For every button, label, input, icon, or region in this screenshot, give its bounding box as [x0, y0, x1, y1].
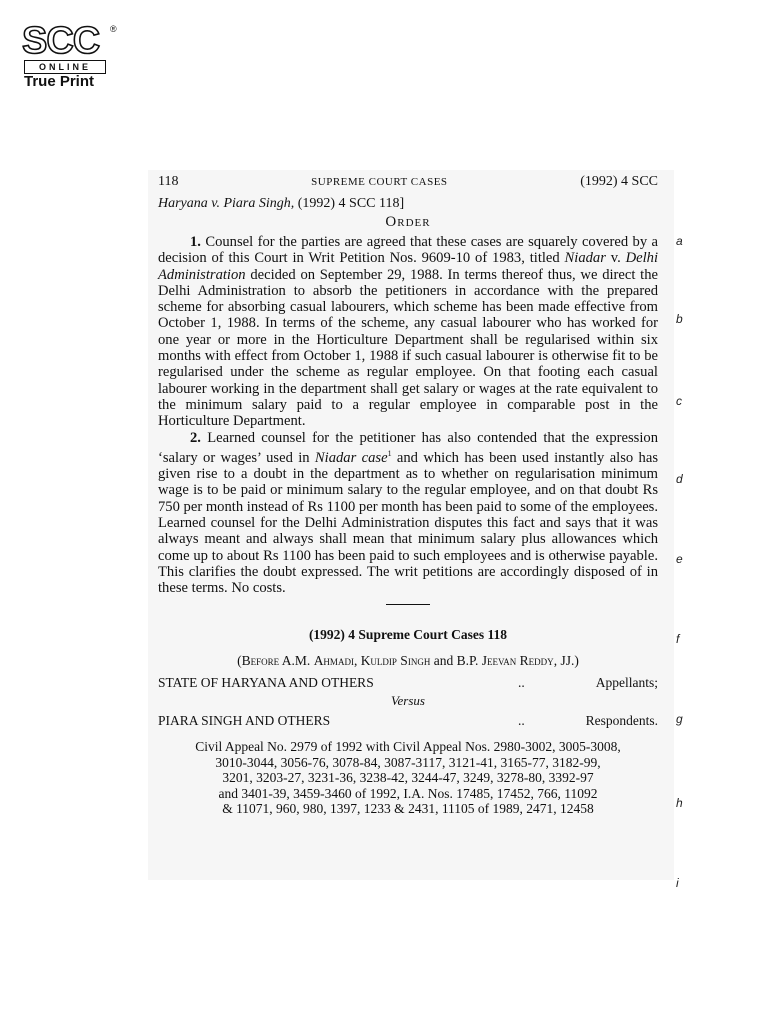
margin-letter-i: i — [676, 876, 679, 890]
paragraph-1 — [158, 234, 658, 430]
page-number: 118 — [158, 174, 179, 189]
versus-label: Versus — [391, 693, 425, 709]
paragraph-1-text: decided on September 29, 1988. In terms thereof thus, we direct the Delhi Administration to absorb the petitioners in accordance with the prepared scheme for absorbing casual labourers, which scheme has been made effective from October 1, 1988. In terms of the scheme, any casual labourer who has worked for one year or more in the Horticulture Department shall be regularised within six months with effect from October 1, 1988 if such casual labourer is otherwise fit to be regularised under the scheme as regular employee. On that footing each casual labourer working in the department shall get salary or wages at the rate equivalent to the minimum salary paid to a regular employee in comparable post in the Horticulture Department. — [158, 266, 658, 430]
bench-separator: , — [353, 653, 361, 669]
civil-appeal-line: 3010-3044, 3056-76, 3078-84, 3087-3117, 3121-41, 3165-77, 3182-99, — [215, 754, 601, 770]
second-case-heading: (1992) 4 Supreme Court Cases 118 — [308, 627, 508, 643]
paragraph-1-text: Counsel for the parties are agreed that these cases are squarely covered by a decision of this Court in Writ Petition Nos. 9609-10 of 1983, titled — [158, 234, 658, 267]
journal-citation: (1992) 4 SCC — [580, 174, 658, 189]
civil-appeal-line: & 11071, 960, 980, 1397, 1233 & 2431, 11105 of 1989, 2471, 12458 — [222, 801, 594, 817]
civil-appeal-numbers — [158, 739, 658, 817]
margin-letter-d: d — [676, 472, 683, 486]
logo-online-text: ONLINE — [24, 60, 106, 74]
running-header — [158, 174, 658, 196]
logo-registered-mark: ® — [110, 24, 117, 34]
civil-appeal-line: and 3401-39, 3459-3460 of 1992, I.A. Nos. 17485, 17452, 766, 11092 — [218, 785, 598, 801]
margin-letter-c: c — [676, 394, 682, 408]
paragraph-2-text: and which has been used instantly also has given rise to a doubt in the department as to whether on regularisation minimum wage is to be paid or minimum salary to the regular employee, and on that doubt Rs 750 per month instead of Rs 1100 per month has been paid to some of the employees. Learned counsel for the Delhi Administration disputes this fact and says that it was always meant and always shall mean that minimum salary plus allowances which come up to about Rs 1100 has been paid to such employees and is otherwise payable. This clarifies the doubt expressed. The writ petitions are accordingly disposed of in these terms. No costs. — [158, 449, 659, 597]
paragraph-2-text: Learned counsel for the petitioner has also contended that the expression ‘salary or wages’ used in — [158, 429, 658, 466]
bench-separator: and — [430, 653, 457, 669]
appellant-name: STATE OF HARYANA AND OTHERS — [158, 675, 374, 691]
appellant-dots: .. — [518, 675, 525, 691]
order-heading: Order — [385, 214, 431, 230]
civil-appeal-line: Civil Appeal No. 2979 of 1992 with Civil Appeal Nos. 2980-3002, 3005-3008, — [195, 739, 621, 755]
logo-true-print: True Print — [24, 73, 95, 90]
respondent-role: Respondents. — [585, 713, 658, 729]
scc-online-logo — [20, 22, 120, 92]
paragraph-2 — [158, 430, 658, 597]
judge-initials: A.M. — [279, 653, 314, 669]
paragraph-1-text: v. — [605, 250, 626, 267]
margin-letter-e: e — [676, 552, 683, 566]
bench-line — [158, 653, 658, 675]
case-reference — [158, 196, 658, 214]
case-name-italic: Delhi Administration — [158, 250, 659, 283]
margin-letter-g: g — [676, 712, 683, 726]
civil-appeal-line: 3201, 3203-27, 3231-36, 3238-42, 3244-47, 3249, 3278-80, 3392-97 — [222, 770, 594, 786]
logo-scc-text: SCC — [22, 20, 100, 62]
respondent-row — [158, 713, 658, 731]
judge-name: B.P. Jeevan Reddy — [456, 653, 554, 669]
case-name-italic: Niadar case — [314, 449, 388, 466]
paragraph-1-number: 1. — [190, 234, 201, 250]
judge-name: Ahmadi — [313, 653, 354, 669]
footnote-marker: 1 — [387, 448, 392, 458]
respondent-dots: .. — [518, 713, 525, 729]
respondent-name: PIARA SINGH AND OTHERS — [158, 713, 331, 729]
appellant-role: Appellants; — [595, 675, 658, 691]
case-name-italic: Niadar — [564, 250, 606, 267]
bench-before: Before — [241, 653, 280, 669]
appellant-row — [158, 675, 658, 693]
bench-paren: ( — [237, 653, 242, 669]
page-content — [158, 174, 658, 817]
bench-close: , JJ.) — [553, 653, 579, 669]
judge-name: Kuldip Singh — [360, 653, 431, 669]
section-divider — [386, 604, 430, 627]
case-reference-citation: (1992) 4 SCC 118] — [294, 196, 405, 211]
case-reference-name: Haryana v. Piara Singh, — [158, 196, 295, 211]
paragraph-2-number: 2. — [190, 429, 201, 446]
margin-letter-b: b — [676, 312, 683, 326]
margin-letter-a: a — [676, 234, 683, 248]
running-title: SUPREME COURT CASES — [311, 176, 448, 188]
margin-letter-f: f — [676, 632, 680, 646]
margin-letter-h: h — [676, 796, 683, 810]
